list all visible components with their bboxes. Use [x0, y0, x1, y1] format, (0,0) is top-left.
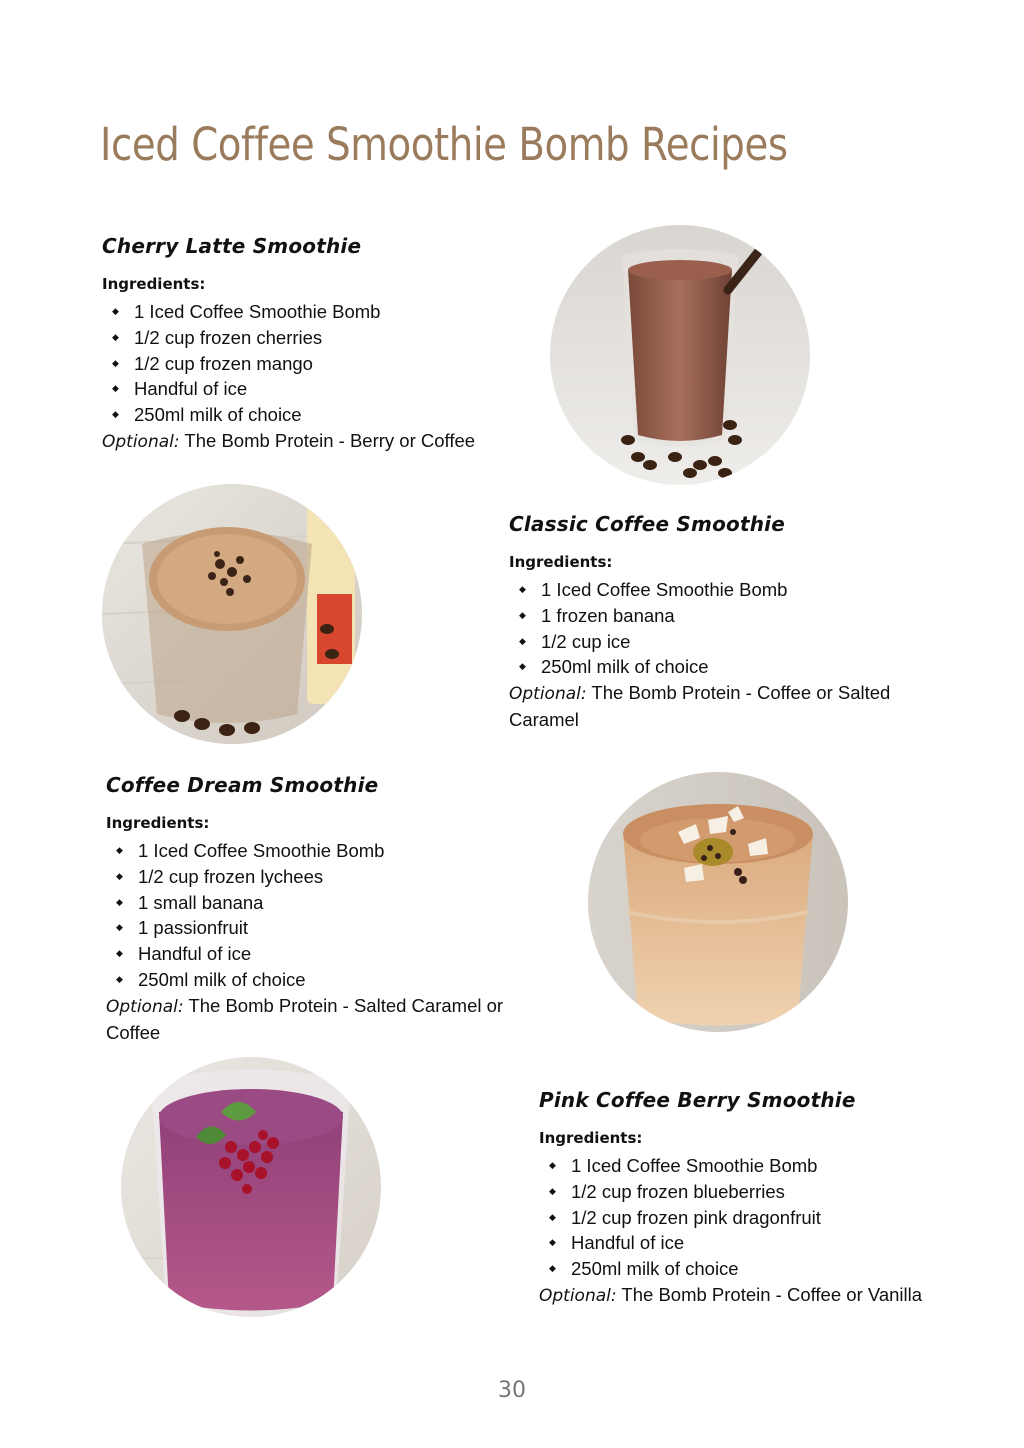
ingredient-item: ◆ 1 Iced Coffee Smoothie Bomb: [106, 838, 536, 864]
optional-label: Optional:: [509, 684, 587, 705]
recipe-pink-coffee-berry: [539, 1088, 969, 1309]
ingredient-item: ◆ Handful of ice: [106, 941, 536, 967]
ingredient-item: ◆ 1 passionfruit: [106, 915, 536, 941]
ingredient-list: [539, 1153, 969, 1282]
optional-text: The Bomb Protein - Coffee or Salted Caramel: [509, 682, 891, 731]
optional-note: [539, 1282, 969, 1309]
page-number: 30: [498, 1378, 526, 1403]
page-title: Iced Coffee Smoothie Bomb Recipes: [100, 118, 788, 171]
optional-text: The Bomb Protein - Coffee or Vanilla: [621, 1283, 923, 1305]
recipe-cherry-latte: [102, 234, 532, 455]
ingredient-item: ◆ 1 frozen banana: [509, 603, 929, 629]
ingredient-item: ◆ 1/2 cup frozen pink dragonfruit: [539, 1205, 969, 1231]
ingredient-item: ◆ 250ml milk of choice: [539, 1256, 969, 1282]
recipe-title: Cherry Latte Smoothie: [102, 234, 362, 258]
ingredient-item: ◆ 250ml milk of choice: [106, 967, 536, 993]
recipe-coffee-dream: [106, 773, 536, 1046]
ingredients-label: Ingredients:: [509, 553, 613, 571]
ingredient-item: ◆ 250ml milk of choice: [509, 654, 929, 680]
ingredient-item: ◆ 1/2 cup frozen blueberries: [539, 1179, 969, 1205]
classic-coffee-photo: [102, 484, 362, 744]
ingredient-item: ◆ 1 Iced Coffee Smoothie Bomb: [509, 577, 929, 603]
recipe-title: Pink Coffee Berry Smoothie: [539, 1088, 856, 1112]
ingredient-item: ◆ 1 Iced Coffee Smoothie Bomb: [539, 1153, 969, 1179]
cherry-latte-photo: [550, 225, 810, 485]
ingredient-item: ◆ 1 small banana: [106, 890, 536, 916]
ingredient-item: ◆ 250ml milk of choice: [102, 402, 532, 428]
optional-note: [106, 993, 536, 1046]
ingredient-item: ◆ 1 Iced Coffee Smoothie Bomb: [102, 299, 532, 325]
ingredients-label: Ingredients:: [539, 1129, 643, 1147]
ingredient-list: [102, 299, 532, 428]
ingredient-item: ◆ Handful of ice: [102, 376, 532, 402]
ingredients-label: Ingredients:: [102, 275, 206, 293]
optional-note: [509, 680, 929, 733]
optional-label: Optional:: [539, 1285, 617, 1306]
recipe-title: Coffee Dream Smoothie: [106, 773, 379, 797]
recipe-title: Classic Coffee Smoothie: [509, 512, 785, 536]
ingredients-label: Ingredients:: [106, 814, 210, 832]
coffee-dream-photo: [588, 772, 848, 1032]
ingredient-item: ◆ Handful of ice: [539, 1230, 969, 1256]
optional-text: The Bomb Protein - Salted Caramel or Coffee: [106, 994, 504, 1043]
recipe-classic-coffee: [509, 512, 929, 733]
ingredient-item: ◆ 1/2 cup frozen lychees: [106, 864, 536, 890]
ingredient-list: [509, 577, 929, 680]
optional-note: [102, 428, 532, 455]
ingredient-item: ◆ 1/2 cup frozen mango: [102, 351, 532, 377]
pink-coffee-berry-photo: [121, 1057, 381, 1317]
optional-label: Optional:: [102, 431, 180, 452]
ingredient-list: [106, 838, 536, 993]
ingredient-item: ◆ 1/2 cup frozen cherries: [102, 325, 532, 351]
optional-text: The Bomb Protein - Berry or Coffee: [184, 429, 476, 451]
optional-label: Optional:: [106, 996, 184, 1017]
ingredient-item: ◆ 1/2 cup ice: [509, 629, 929, 655]
